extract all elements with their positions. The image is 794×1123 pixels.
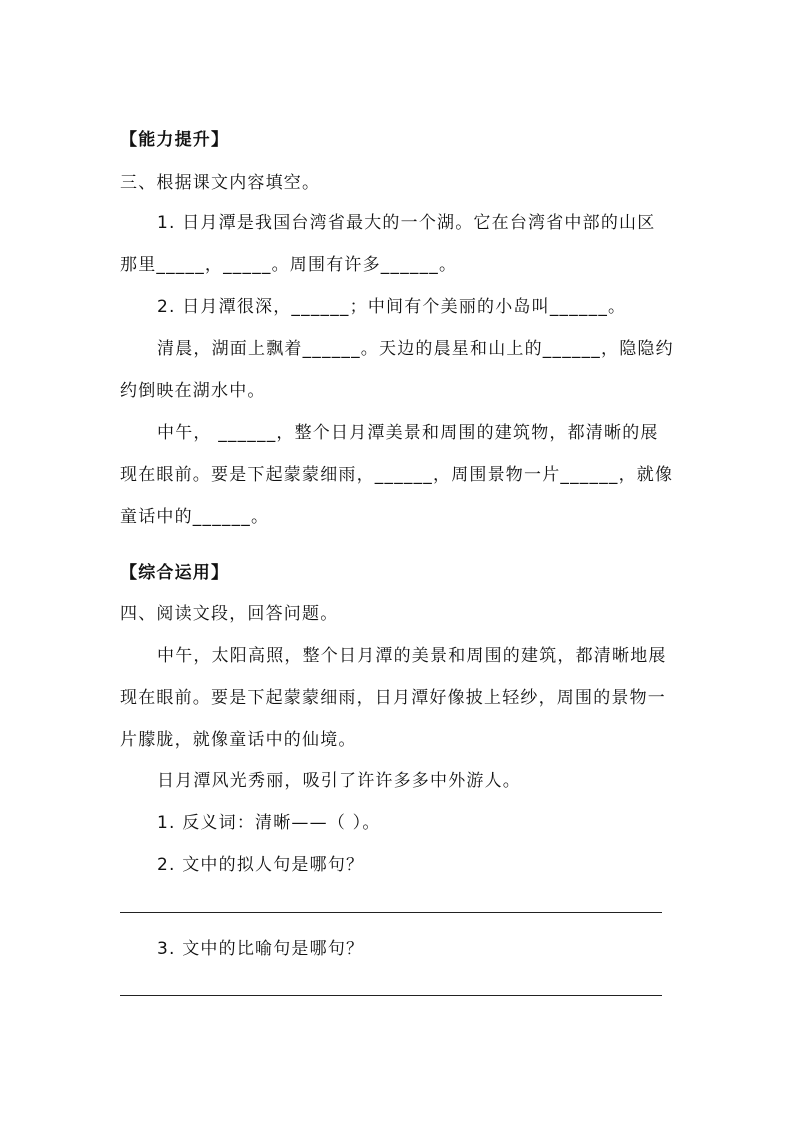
sub-question-antonym: 1. 反义词：清晰——（ ）。 — [157, 813, 381, 833]
answer-line[interactable] — [120, 912, 662, 913]
section-heading-ability: 【能力提升】 — [120, 130, 230, 150]
fill-line: 2. 日月潭很深，______；中间有个美丽的小岛叫______。 — [157, 297, 627, 317]
fill-line: 现在眼前。要是下起蒙蒙细雨，______，周围景物一片______，就像 — [120, 465, 674, 485]
fill-line: 童话中的______。 — [120, 507, 270, 527]
fill-line: 中午， ______，整个日月潭美景和周围的建筑物，都清晰的展 — [157, 423, 659, 443]
sub-question-personification: 2. 文中的拟人句是哪句？ — [157, 855, 365, 875]
answer-line[interactable] — [120, 995, 662, 996]
question-3-title: 三、根据课文内容填空。 — [120, 173, 321, 193]
passage-line: 片朦胧，就像童话中的仙境。 — [120, 730, 357, 750]
fill-line: 1. 日月潭是我国台湾省最大的一个湖。它在台湾省中部的山区 — [157, 213, 656, 233]
passage-line: 中午，太阳高照，整个日月潭的美景和周围的建筑，都清晰地展 — [157, 646, 667, 666]
fill-line: 那里_____，_____。周围有许多______。 — [120, 255, 458, 275]
sub-question-metaphor: 3. 文中的比喻句是哪句？ — [157, 939, 365, 959]
fill-line: 约倒映在湖水中。 — [120, 381, 266, 401]
passage-line: 日月潭风光秀丽，吸引了许许多多中外游人。 — [157, 771, 521, 791]
section-heading-comprehensive: 【综合运用】 — [120, 563, 230, 583]
fill-line: 清晨，湖面上飘着______。天边的晨星和山上的______，隐隐约 — [157, 339, 674, 359]
question-4-title: 四、阅读文段，回答问题。 — [120, 604, 339, 624]
passage-line: 现在眼前。要是下起蒙蒙细雨，日月潭好像披上轻纱，周围的景物一 — [120, 688, 666, 708]
